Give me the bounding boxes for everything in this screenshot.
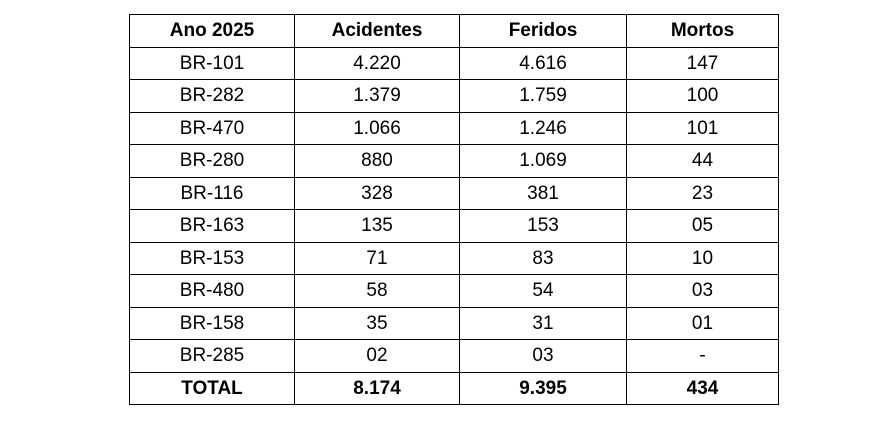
cell-highway: BR-282 xyxy=(130,80,295,113)
cell-injured: 03 xyxy=(460,340,627,373)
cell-injured: 1.759 xyxy=(460,80,627,113)
cell-deaths: 101 xyxy=(627,112,779,145)
cell-highway: BR-480 xyxy=(130,275,295,308)
header-row xyxy=(130,15,779,48)
table-row xyxy=(130,145,779,178)
cell-highway: BR-280 xyxy=(130,145,295,178)
cell-highway: BR-470 xyxy=(130,112,295,145)
cell-injured: 1.069 xyxy=(460,145,627,178)
cell-accidents: 58 xyxy=(295,275,460,308)
cell-accidents: 35 xyxy=(295,307,460,340)
table-row xyxy=(130,275,779,308)
cell-highway: BR-116 xyxy=(130,177,295,210)
cell-deaths: 10 xyxy=(627,242,779,275)
cell-accidents: 328 xyxy=(295,177,460,210)
cell-highway: BR-163 xyxy=(130,210,295,243)
cell-injured: 153 xyxy=(460,210,627,243)
cell-deaths: 03 xyxy=(627,275,779,308)
table-row xyxy=(130,47,779,80)
table-row xyxy=(130,177,779,210)
header-deaths: Mortos xyxy=(627,15,779,48)
cell-deaths: 147 xyxy=(627,47,779,80)
cell-deaths: 100 xyxy=(627,80,779,113)
cell-injured: 4.616 xyxy=(460,47,627,80)
cell-injured: 381 xyxy=(460,177,627,210)
table-row xyxy=(130,112,779,145)
accidents-table xyxy=(129,14,779,405)
table-row xyxy=(130,307,779,340)
cell-accidents: 1.379 xyxy=(295,80,460,113)
table-row xyxy=(130,80,779,113)
total-injured: 9.395 xyxy=(460,372,627,405)
cell-accidents: 71 xyxy=(295,242,460,275)
header-year: Ano 2025 xyxy=(130,15,295,48)
cell-highway: BR-153 xyxy=(130,242,295,275)
cell-deaths: 44 xyxy=(627,145,779,178)
cell-deaths: 05 xyxy=(627,210,779,243)
cell-deaths: - xyxy=(627,340,779,373)
total-accidents: 8.174 xyxy=(295,372,460,405)
cell-injured: 1.246 xyxy=(460,112,627,145)
cell-injured: 31 xyxy=(460,307,627,340)
cell-injured: 83 xyxy=(460,242,627,275)
total-row xyxy=(130,372,779,405)
table-row xyxy=(130,242,779,275)
cell-accidents: 1.066 xyxy=(295,112,460,145)
table-row xyxy=(130,340,779,373)
cell-highway: BR-101 xyxy=(130,47,295,80)
cell-accidents: 4.220 xyxy=(295,47,460,80)
header-accidents: Acidentes xyxy=(295,15,460,48)
cell-highway: BR-285 xyxy=(130,340,295,373)
cell-accidents: 135 xyxy=(295,210,460,243)
table-row xyxy=(130,210,779,243)
cell-injured: 54 xyxy=(460,275,627,308)
cell-highway: BR-158 xyxy=(130,307,295,340)
total-label: TOTAL xyxy=(130,372,295,405)
cell-accidents: 880 xyxy=(295,145,460,178)
header-injured: Feridos xyxy=(460,15,627,48)
cell-accidents: 02 xyxy=(295,340,460,373)
total-deaths: 434 xyxy=(627,372,779,405)
cell-deaths: 23 xyxy=(627,177,779,210)
cell-deaths: 01 xyxy=(627,307,779,340)
